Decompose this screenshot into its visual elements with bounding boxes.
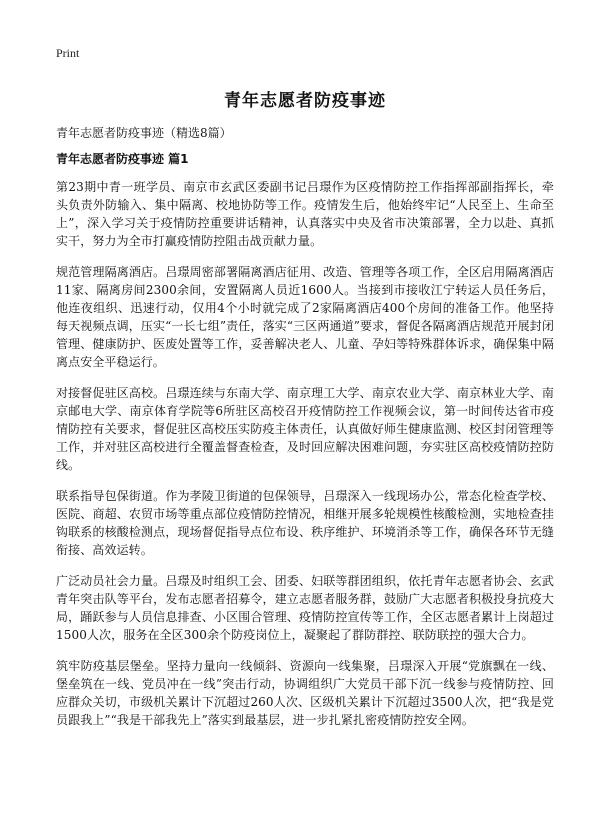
document-subtitle: 青年志愿者防疫事迹（精选8篇）: [56, 126, 232, 140]
paragraph-6: 筑牢防疫基层堡垒。坚持力量向一线倾斜、资源向一线集聚，吕璟深入开展“党旗飘在一线、堡垒筑在一线、党员冲在一线”突击行动，协调组织广大党员干部下沉一线参与疫情防控、回应群众关切，市级机关累计下沉超过260人次、区级机关累计下沉超过3500人次，把“我是党员跟我上”“我是干部我先上”落实到最基层，进一步扎紧扎密疫情防控安全网。: [56, 659, 554, 727]
paragraph-4: 联系指导包保街道。作为孝陵卫街道的包保领导，吕璟深入一线现场办公，常态化检查学校、医院、商超、农贸市场等重点部位疫情防控情况，相继开展多轮规模性核酸检测，实地检查挂钩联系的核酸检测点，现场督促指导点位布设、秩序维护、环境消杀等工作，确保各环节无缝衔接、高效运转。: [56, 489, 554, 557]
print-link[interactable]: Print: [56, 46, 80, 60]
paragraph-5: 广泛动员社会力量。吕璟及时组织工会、团委、妇联等群团组织，依托青年志愿者协会、玄武青年突击队等平台，发布志愿者招募令，建立志愿者服务群，鼓励广大志愿者积极投身抗疫大局，踊跃参与人员信息排查、小区围合管理、疫情防控宣传等工作，全区志愿者累计上岗超过1500人次，服务在全区300余个防疫岗位上，凝聚起了群防群控、联防联控的强大合力。: [56, 574, 554, 642]
paragraph-1: 第23期中青一班学员、南京市玄武区委副书记吕璟作为区疫情防控工作指挥部副指挥长，牵头负责外防输入、集中隔离、校地协防等工作。疫情发生后，他始终牢记“人民至上、生命至上”，深入学习关于疫情防控重要讲话精神，认真落实中央及省市决策部署，全力以赴、真抓实干，努力为全市打赢疫情防控阻击战贡献力量。: [56, 180, 554, 248]
document-title: 青年志愿者防疫事迹: [224, 91, 386, 111]
document-body: [56, 178, 554, 742]
section-heading: 青年志愿者防疫事迹 篇1: [56, 152, 189, 166]
paragraph-2: 规范管理隔离酒店。吕璟周密部署隔离酒店征用、改造、管理等各项工作，全区启用隔离酒店11家、隔离房间2300余间，安置隔离人员近1600人。当接到市接收江宁转运人员任务后，他连夜组织、迅速行动，仅用4个小时就完成了2家隔离酒店400个房间的准备工作。他坚持每天视频点调，压实“一长七组”责任，落实“三区两通道”要求，督促各隔离酒店规范开展封闭管理、健康防护、医废处置等工作，妥善解决老人、儿童、孕妇等特殊群体诉求，确保集中隔离点安全平稳运行。: [56, 265, 554, 369]
paragraph-3: 对接督促驻区高校。吕璟连续与东南大学、南京理工大学、南京农业大学、南京林业大学、南京邮电大学、南京体育学院等6所驻区高校召开疫情防控工作视频会议，第一时间传达省市疫情防控有关要求，督促驻区高校压实防疫主体责任，认真做好师生健康监测、校区封闭管理等工作，并对驻区高校进行全覆盖督查检查，及时回应解决困难问题，夯实驻区高校疫情防控防线。: [56, 386, 554, 472]
